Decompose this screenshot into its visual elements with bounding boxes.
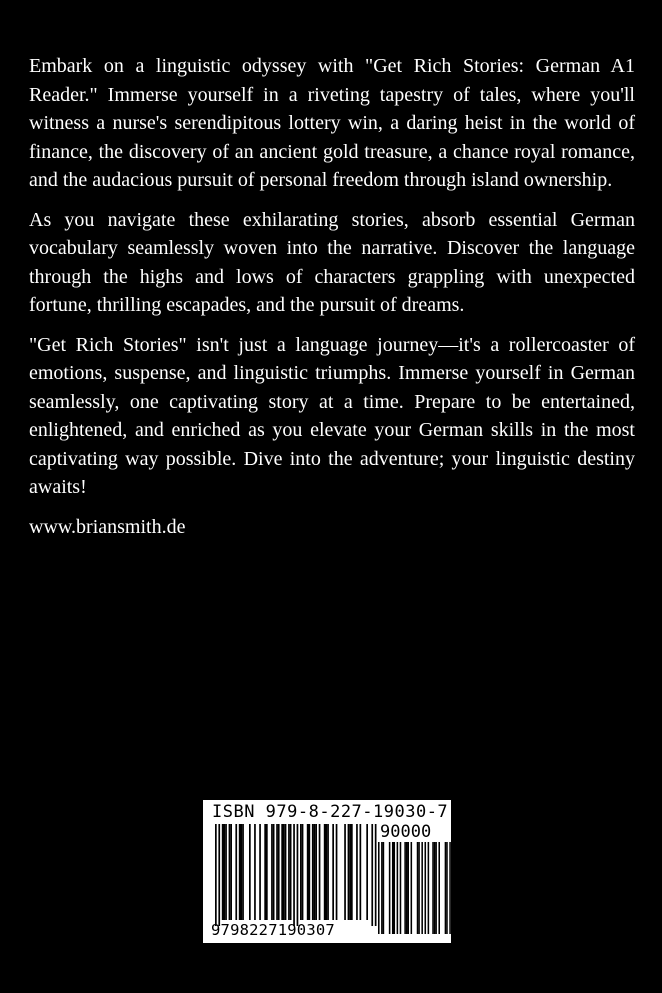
website-link: www.briansmith.de [29,515,186,538]
barcode-bar [360,824,362,920]
barcode-bar [297,824,299,926]
isbn-label: ISBN 979-8-227-19030-7 [212,802,449,822]
barcode-bar [235,824,237,920]
barcode-bar [348,824,350,920]
barcode-bar [349,824,351,920]
barcode-bar [271,824,273,920]
barcode-bar [229,824,231,920]
barcode-bar [281,824,283,920]
barcode-bar [264,824,266,920]
barcode-bar [225,824,227,920]
barcode-bar [249,824,251,920]
addon-bar [400,842,402,934]
blurb-paragraph-3: "Get Rich Stories" isn't just a language journey—it's a rollercoaster of emotions, suspense, and linguistic triumphs. Immerse yourself in German seamlessly, one captivating story at a time. Prepare to be entertained, enlightened, and enriched as you elevate your German skills in the most captivating way possible. Dive into the adventure; your linguistic destiny awaits! [29,333,635,498]
barcode-bar [242,824,244,920]
barcode-bar [371,824,373,926]
addon-bar [421,842,423,934]
addon-bar [397,842,399,934]
barcode-bar [307,824,309,920]
barcode-bar [312,824,314,920]
addon-bar [425,842,427,934]
addon-bar [435,842,437,934]
addon-bar [449,842,451,934]
addon-bar [383,842,385,934]
barcode-bar [356,824,358,920]
barcode-bar [222,824,224,920]
addon-bar [445,842,447,934]
barcode-bar [309,824,311,920]
addon-bar [389,842,391,934]
barcode-bar [326,824,328,920]
barcode-bar [300,824,302,920]
addon-bar [411,842,413,934]
isbn-barcode [203,800,451,943]
barcode-bar [366,824,368,920]
barcode-bar [266,824,268,920]
barcode-bar [324,824,326,920]
barcode-bar [241,824,243,920]
addon-bar [417,842,419,934]
addon-bar [394,842,396,934]
barcode-bar [283,824,285,920]
barcode-bar [290,824,292,920]
addon-bar [392,842,394,934]
blurb-text [29,52,635,552]
addon-bar [438,842,440,934]
barcode-bar [215,824,217,926]
barcode-bar [254,824,256,920]
barcode-bar [273,824,275,920]
barcode-bar [327,824,329,920]
barcode-bar [278,824,280,920]
barcode-bar [288,824,290,920]
addon-bar [406,842,408,934]
barcode-bar [239,824,241,920]
barcode-bar [344,824,346,920]
barcode-bar [336,824,338,920]
barcode-bar [302,824,304,920]
barcode-bar [285,824,287,920]
barcode-bar [315,824,317,920]
barcode-bar [351,824,353,920]
barcode-bar [375,824,377,926]
barcode-bar [276,824,278,920]
barcode-bar [332,824,334,920]
barcode-bar [319,824,321,920]
barcode-bar [293,824,295,926]
addon-bar [434,842,436,934]
blurb-paragraph-2: As you navigate these exhilarating stories, absorb essential German vocabulary seamlessly woven into the narrative. Discover the language through the highs and lows of characters grappling with unexpected fortune, thrilling escapades, and the pursuit of dreams. [29,208,635,316]
price-code: 90000 [380,822,432,842]
ean-digits: 9798227190307 [211,921,335,939]
addon-bar [428,842,430,934]
addon-bar [378,842,380,934]
barcode-bar [230,824,232,920]
addon-bar [404,842,406,934]
addon-bar [432,842,434,934]
barcode-bar [259,824,261,920]
addon-bar [446,842,448,934]
addon-bar [418,842,420,934]
addon-bar [407,842,409,934]
barcode-bar [224,824,226,920]
barcode-bar [314,824,316,920]
addon-bar [381,842,383,934]
blurb-paragraph-1: Embark on a linguistic odyssey with "Get Rich Stories: German A1 Reader." Immerse yourself in a riveting tapestry of tales, where you'll witness a nurse's serendipitous lottery win, a daring heist in the world of finance, the discovery of an ancient gold treasure, a chance royal romance, and the audacious pursuit of personal freedom through island ownership. [29,55,635,191]
barcode-bar [218,824,220,926]
